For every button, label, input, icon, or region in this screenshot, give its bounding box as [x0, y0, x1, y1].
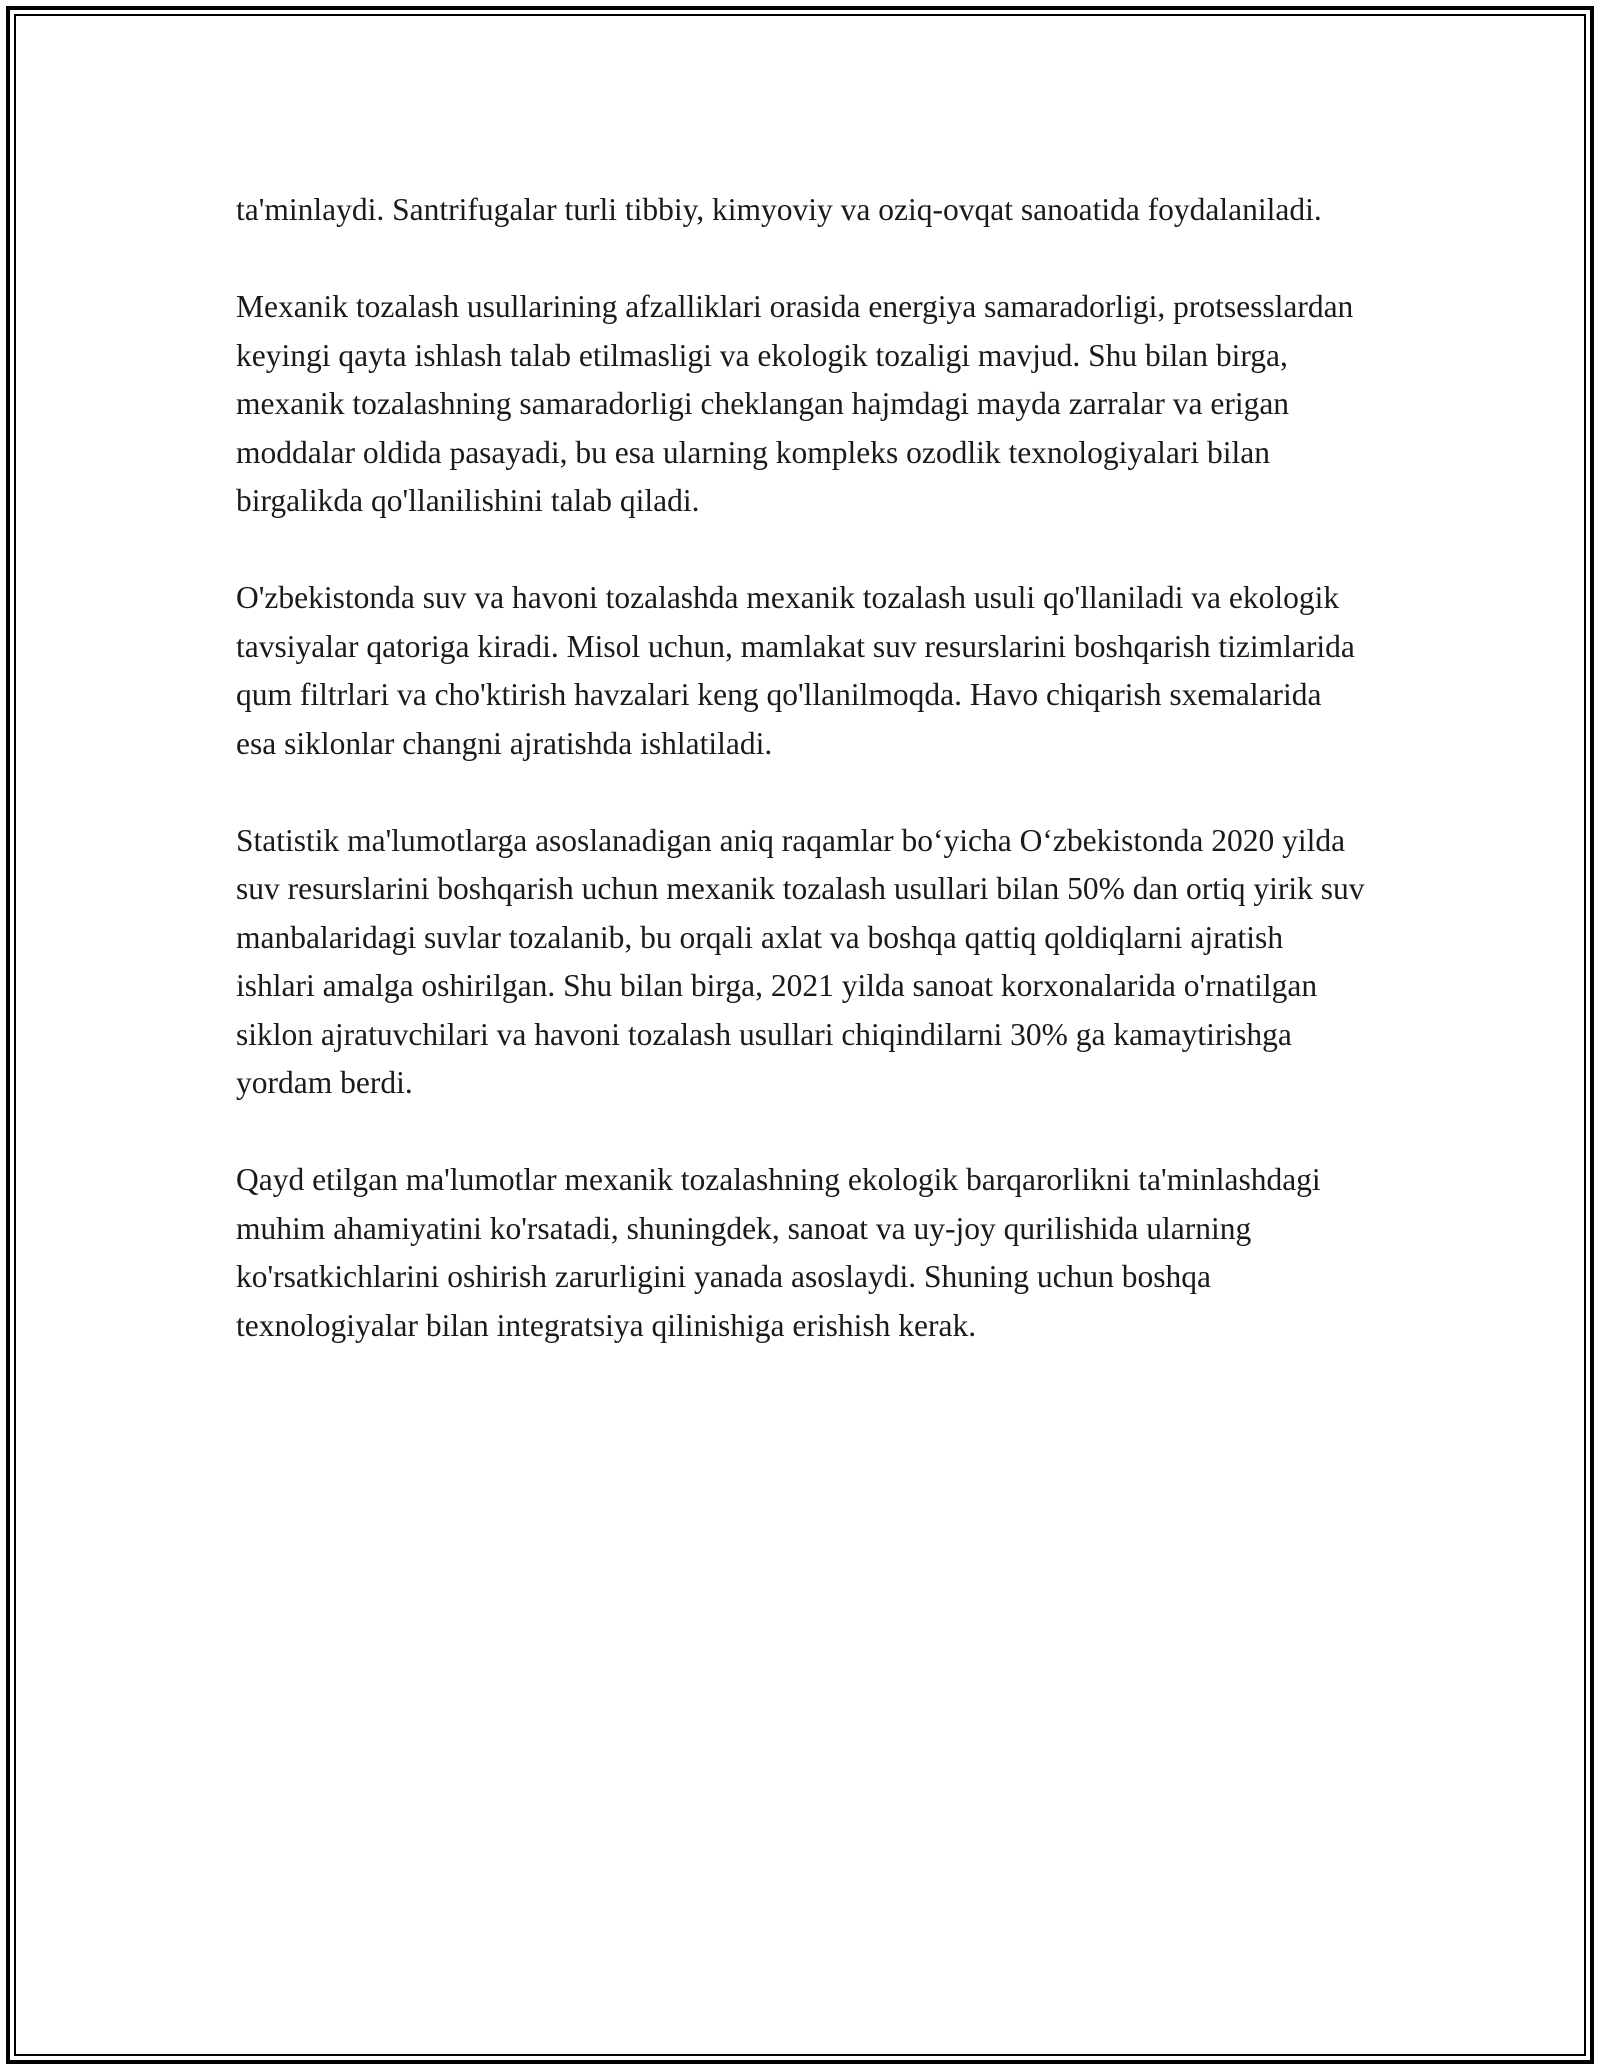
paragraph-2: Mexanik tozalash usullarining afzalliklari orasida energiya samaradorligi, protsesslardan keyingi qayta ishlash talab etilmasligi va ekologik tozaligi mavjud. Shu bilan birga, mexanik tozalashning samaradorligi cheklangan hajmdagi mayda zarralar va erigan moddalar oldida pasayadi, bu esa ularning kompleks ozodlik texnologiyalari bilan birgalikda qo'llanilishini talab qiladi. [236, 289, 1354, 518]
paragraph-1: ta'minlaydi. Santrifugalar turli tibbiy, kimyoviy va oziq-ovqat sanoatida foydalaniladi. [236, 192, 1322, 227]
paragraph-3: O'zbekistonda suv va havoni tozalashda mexanik tozalash usuli qo'llaniladi va ekologik tavsiyalar qatoriga kiradi. Misol uchun, mamlakat suv resurslarini boshqarish tizimlarida qum filtrlari va cho'ktirish havzalari keng qo'llanilmoqda. Havo chiqarish sxemalarida esa siklonlar changni ajratishda ishlatiladi. [236, 580, 1355, 761]
paragraph-4: Statistik ma'lumotlarga asoslanadigan aniq raqamlar bo‘yicha O‘zbekistonda 2020 yilda suv resurslarini boshqarish uchun mexanik tozalash usullari bilan 50% dan ortiq yirik suv manbalaridagi suvlar tozalanib, bu orqali axlat va boshqa qattiq qoldiqlarni ajratish ishlari amalga oshirilgan. Shu bilan birga, 2021 yilda sanoat korxonalarida o'rnatilgan siklon ajratuvchilari va havoni tozalash usullari chiqindilarni 30% ga kamaytirishga yordam berdi. [236, 822, 1365, 1100]
document-body [236, 186, 1366, 1399]
paragraph-5: Qayd etilgan ma'lumotlar mexanik tozalashning ekologik barqarorlikni ta'minlashdagi muhim ahamiyatini ko'rsatadi, shuningdek, sanoat va uy-joy qurilishida ularning ko'rsatkichlarini oshirish zarurligini yanada asoslaydi. Shuning uchun boshqa texnologiyalar bilan integratsiya qilinishiga erishish kerak. [236, 1162, 1321, 1343]
